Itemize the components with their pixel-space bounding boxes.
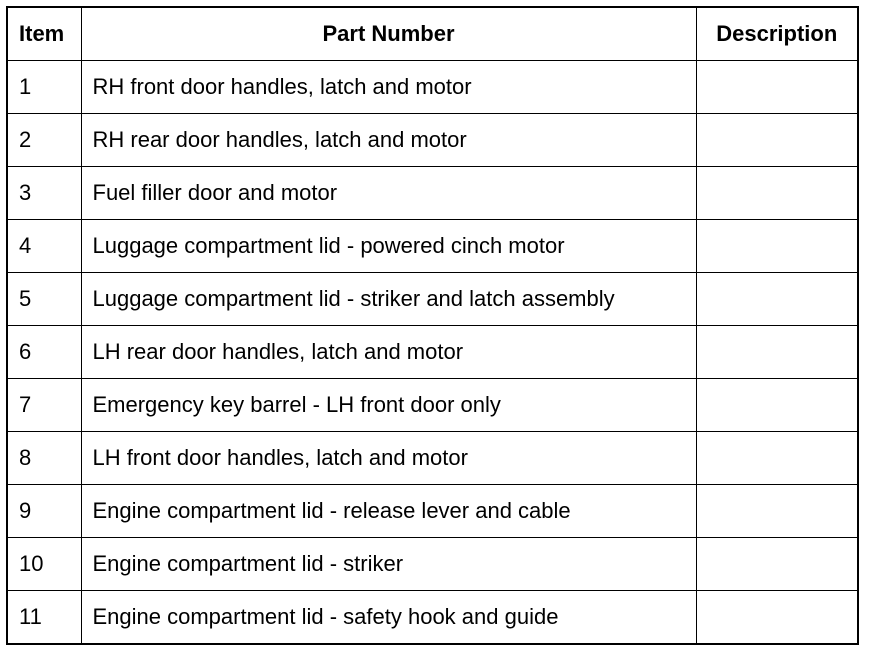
description-cell (696, 167, 858, 220)
table-header (7, 7, 858, 61)
header-part-number: Part Number (81, 7, 696, 61)
description-cell (696, 379, 858, 432)
description-cell (696, 273, 858, 326)
item-cell: 1 (7, 61, 81, 114)
table-body (7, 61, 858, 645)
part-cell: Engine compartment lid - release lever and cable (81, 485, 696, 538)
description-cell (696, 114, 858, 167)
item-cell: 10 (7, 538, 81, 591)
parts-table (6, 6, 859, 645)
description-cell (696, 432, 858, 485)
table-row (7, 167, 858, 220)
part-cell: Emergency key barrel - LH front door only (81, 379, 696, 432)
table-row (7, 432, 858, 485)
description-cell (696, 61, 858, 114)
item-cell: 9 (7, 485, 81, 538)
item-cell: 3 (7, 167, 81, 220)
header-item: Item (7, 7, 81, 61)
description-cell (696, 220, 858, 273)
item-cell: 7 (7, 379, 81, 432)
header-description: Description (696, 7, 858, 61)
description-cell (696, 326, 858, 379)
part-cell: Luggage compartment lid - powered cinch motor (81, 220, 696, 273)
description-cell (696, 485, 858, 538)
part-cell: RH front door handles, latch and motor (81, 61, 696, 114)
table-row (7, 538, 858, 591)
part-cell: Engine compartment lid - safety hook and guide (81, 591, 696, 645)
part-cell: RH rear door handles, latch and motor (81, 114, 696, 167)
part-cell: Engine compartment lid - striker (81, 538, 696, 591)
table-row (7, 61, 858, 114)
table-row (7, 273, 858, 326)
part-cell: LH rear door handles, latch and motor (81, 326, 696, 379)
description-cell (696, 591, 858, 645)
header-row (7, 7, 858, 61)
description-cell (696, 538, 858, 591)
item-cell: 5 (7, 273, 81, 326)
item-cell: 8 (7, 432, 81, 485)
table-row (7, 114, 858, 167)
table-row (7, 379, 858, 432)
item-cell: 11 (7, 591, 81, 645)
table-row (7, 326, 858, 379)
table-row (7, 485, 858, 538)
item-cell: 6 (7, 326, 81, 379)
part-cell: Luggage compartment lid - striker and latch assembly (81, 273, 696, 326)
item-cell: 2 (7, 114, 81, 167)
part-cell: LH front door handles, latch and motor (81, 432, 696, 485)
table-row (7, 220, 858, 273)
table-row (7, 591, 858, 645)
part-cell: Fuel filler door and motor (81, 167, 696, 220)
item-cell: 4 (7, 220, 81, 273)
